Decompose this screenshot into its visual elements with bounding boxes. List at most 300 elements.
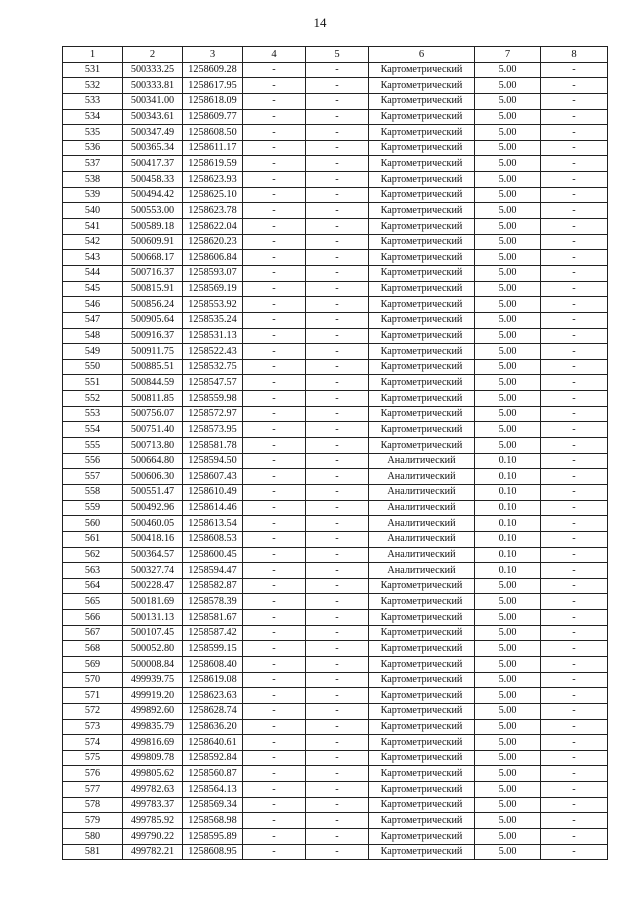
point-number-cell: 541 [63, 219, 123, 235]
col8-cell: - [541, 265, 608, 281]
col4-cell: - [243, 391, 306, 407]
x-coordinate-cell: 500911.75 [123, 344, 183, 360]
col4-cell: - [243, 766, 306, 782]
x-coordinate-cell: 499785.92 [123, 813, 183, 829]
col4-cell: - [243, 140, 306, 156]
col4-cell: - [243, 688, 306, 704]
point-number-cell: 550 [63, 359, 123, 375]
x-coordinate-cell: 499782.21 [123, 844, 183, 860]
accuracy-cell: 5.00 [475, 829, 541, 845]
point-number-cell: 552 [63, 391, 123, 407]
accuracy-cell: 0.10 [475, 484, 541, 500]
x-coordinate-cell: 500343.61 [123, 109, 183, 125]
method-cell: Аналитический [369, 484, 475, 500]
col8-cell: - [541, 219, 608, 235]
table-row [63, 829, 608, 845]
accuracy-cell: 5.00 [475, 265, 541, 281]
y-coordinate-cell: 1258593.07 [183, 265, 243, 281]
point-number-cell: 564 [63, 578, 123, 594]
page-number: 14 [313, 15, 327, 30]
col8-cell: - [541, 797, 608, 813]
table-row [63, 484, 608, 500]
x-coordinate-cell: 500008.84 [123, 656, 183, 672]
point-number-cell: 568 [63, 641, 123, 657]
point-number-cell: 553 [63, 406, 123, 422]
y-coordinate-cell: 1258594.47 [183, 563, 243, 579]
point-number-cell: 538 [63, 172, 123, 188]
table-row [63, 625, 608, 641]
col8-cell: - [541, 500, 608, 516]
col4-cell: - [243, 750, 306, 766]
col4-cell: - [243, 578, 306, 594]
col5-cell: - [306, 782, 369, 798]
method-cell: Картометрический [369, 438, 475, 454]
col4-cell: - [243, 672, 306, 688]
col5-cell: - [306, 766, 369, 782]
col4-cell: - [243, 531, 306, 547]
col8-cell: - [541, 391, 608, 407]
x-coordinate-cell: 500756.07 [123, 406, 183, 422]
method-cell: Аналитический [369, 500, 475, 516]
point-number-cell: 536 [63, 140, 123, 156]
col4-cell: - [243, 469, 306, 485]
table-row [63, 578, 608, 594]
table-row [63, 469, 608, 485]
y-coordinate-cell: 1258608.50 [183, 125, 243, 141]
accuracy-cell: 5.00 [475, 375, 541, 391]
col4-cell: - [243, 406, 306, 422]
table-row [63, 656, 608, 672]
method-cell: Картометрический [369, 375, 475, 391]
x-coordinate-cell: 500553.00 [123, 203, 183, 219]
col5-cell: - [306, 547, 369, 563]
col4-cell: - [243, 703, 306, 719]
table-row [63, 563, 608, 579]
method-cell: Картометрический [369, 422, 475, 438]
col4-cell: - [243, 250, 306, 266]
point-number-cell: 548 [63, 328, 123, 344]
col4-cell: - [243, 328, 306, 344]
col8-cell: - [541, 469, 608, 485]
table-row [63, 140, 608, 156]
col8-cell: - [541, 62, 608, 78]
y-coordinate-cell: 1258535.24 [183, 312, 243, 328]
col4-cell: - [243, 625, 306, 641]
y-coordinate-cell: 1258532.75 [183, 359, 243, 375]
y-coordinate-cell: 1258559.98 [183, 391, 243, 407]
x-coordinate-cell: 500460.05 [123, 516, 183, 532]
method-cell: Картометрический [369, 844, 475, 860]
method-cell: Картометрический [369, 78, 475, 94]
header-cell: 2 [123, 47, 183, 63]
table-row [63, 250, 608, 266]
accuracy-cell: 5.00 [475, 140, 541, 156]
col8-cell: - [541, 359, 608, 375]
point-number-cell: 577 [63, 782, 123, 798]
accuracy-cell: 5.00 [475, 719, 541, 735]
y-coordinate-cell: 1258592.84 [183, 750, 243, 766]
x-coordinate-cell: 499939.75 [123, 672, 183, 688]
point-number-cell: 560 [63, 516, 123, 532]
point-number-cell: 567 [63, 625, 123, 641]
method-cell: Картометрический [369, 203, 475, 219]
accuracy-cell: 5.00 [475, 844, 541, 860]
col8-cell: - [541, 156, 608, 172]
method-cell: Картометрический [369, 641, 475, 657]
y-coordinate-cell: 1258553.92 [183, 297, 243, 313]
table-row [63, 203, 608, 219]
col8-cell: - [541, 187, 608, 203]
accuracy-cell: 5.00 [475, 656, 541, 672]
point-number-cell: 549 [63, 344, 123, 360]
col4-cell: - [243, 109, 306, 125]
accuracy-cell: 5.00 [475, 125, 541, 141]
y-coordinate-cell: 1258607.43 [183, 469, 243, 485]
x-coordinate-cell: 499835.79 [123, 719, 183, 735]
col4-cell: - [243, 78, 306, 94]
col5-cell: - [306, 93, 369, 109]
accuracy-cell: 5.00 [475, 391, 541, 407]
accuracy-cell: 5.00 [475, 156, 541, 172]
point-number-cell: 534 [63, 109, 123, 125]
method-cell: Картометрический [369, 156, 475, 172]
method-cell: Картометрический [369, 578, 475, 594]
col5-cell: - [306, 281, 369, 297]
col5-cell: - [306, 500, 369, 516]
col8-cell: - [541, 610, 608, 626]
table-row [63, 797, 608, 813]
table-row [63, 750, 608, 766]
col5-cell: - [306, 265, 369, 281]
x-coordinate-cell: 500131.13 [123, 610, 183, 626]
col5-cell: - [306, 250, 369, 266]
accuracy-cell: 5.00 [475, 672, 541, 688]
col4-cell: - [243, 782, 306, 798]
table-row [63, 265, 608, 281]
accuracy-cell: 5.00 [475, 109, 541, 125]
accuracy-cell: 5.00 [475, 641, 541, 657]
method-cell: Картометрический [369, 672, 475, 688]
col5-cell: - [306, 829, 369, 845]
y-coordinate-cell: 1258572.97 [183, 406, 243, 422]
col8-cell: - [541, 406, 608, 422]
table-row [63, 93, 608, 109]
col5-cell: - [306, 391, 369, 407]
accuracy-cell: 5.00 [475, 610, 541, 626]
table-row [63, 109, 608, 125]
header-cell: 6 [369, 47, 475, 63]
accuracy-cell: 5.00 [475, 281, 541, 297]
col4-cell: - [243, 344, 306, 360]
table-row [63, 438, 608, 454]
table-row [63, 422, 608, 438]
table-row [63, 156, 608, 172]
point-number-cell: 555 [63, 438, 123, 454]
col5-cell: - [306, 406, 369, 422]
accuracy-cell: 0.10 [475, 531, 541, 547]
table-row [63, 328, 608, 344]
accuracy-cell: 0.10 [475, 547, 541, 563]
col4-cell: - [243, 594, 306, 610]
col4-cell: - [243, 359, 306, 375]
col5-cell: - [306, 203, 369, 219]
col5-cell: - [306, 484, 369, 500]
col5-cell: - [306, 375, 369, 391]
x-coordinate-cell: 500228.47 [123, 578, 183, 594]
col8-cell: - [541, 672, 608, 688]
table-row [63, 688, 608, 704]
col5-cell: - [306, 78, 369, 94]
accuracy-cell: 0.10 [475, 453, 541, 469]
col8-cell: - [541, 453, 608, 469]
col8-cell: - [541, 703, 608, 719]
accuracy-cell: 5.00 [475, 187, 541, 203]
accuracy-cell: 5.00 [475, 813, 541, 829]
y-coordinate-cell: 1258640.61 [183, 735, 243, 751]
col5-cell: - [306, 813, 369, 829]
col8-cell: - [541, 750, 608, 766]
col8-cell: - [541, 578, 608, 594]
col5-cell: - [306, 656, 369, 672]
table-row [63, 125, 608, 141]
x-coordinate-cell: 499919.20 [123, 688, 183, 704]
table-row [63, 703, 608, 719]
y-coordinate-cell: 1258582.87 [183, 578, 243, 594]
y-coordinate-cell: 1258623.78 [183, 203, 243, 219]
method-cell: Картометрический [369, 656, 475, 672]
col8-cell: - [541, 735, 608, 751]
accuracy-cell: 0.10 [475, 469, 541, 485]
method-cell: Картометрический [369, 750, 475, 766]
x-coordinate-cell: 500492.96 [123, 500, 183, 516]
y-coordinate-cell: 1258569.19 [183, 281, 243, 297]
method-cell: Аналитический [369, 453, 475, 469]
point-number-cell: 537 [63, 156, 123, 172]
col5-cell: - [306, 422, 369, 438]
table-row [63, 62, 608, 78]
accuracy-cell: 5.00 [475, 625, 541, 641]
point-number-cell: 576 [63, 766, 123, 782]
col8-cell: - [541, 641, 608, 657]
header-cell: 4 [243, 47, 306, 63]
accuracy-cell: 5.00 [475, 735, 541, 751]
col8-cell: - [541, 438, 608, 454]
col5-cell: - [306, 328, 369, 344]
y-coordinate-cell: 1258568.98 [183, 813, 243, 829]
y-coordinate-cell: 1258587.42 [183, 625, 243, 641]
y-coordinate-cell: 1258610.49 [183, 484, 243, 500]
accuracy-cell: 5.00 [475, 422, 541, 438]
accuracy-cell: 0.10 [475, 563, 541, 579]
x-coordinate-cell: 500716.37 [123, 265, 183, 281]
point-number-cell: 569 [63, 656, 123, 672]
accuracy-cell: 5.00 [475, 766, 541, 782]
point-number-cell: 546 [63, 297, 123, 313]
col8-cell: - [541, 93, 608, 109]
method-cell: Картометрический [369, 703, 475, 719]
y-coordinate-cell: 1258599.15 [183, 641, 243, 657]
col4-cell: - [243, 234, 306, 250]
point-number-cell: 573 [63, 719, 123, 735]
y-coordinate-cell: 1258611.17 [183, 140, 243, 156]
point-number-cell: 565 [63, 594, 123, 610]
method-cell: Картометрический [369, 610, 475, 626]
method-cell: Картометрический [369, 688, 475, 704]
method-cell: Картометрический [369, 625, 475, 641]
accuracy-cell: 5.00 [475, 782, 541, 798]
accuracy-cell: 5.00 [475, 797, 541, 813]
col4-cell: - [243, 797, 306, 813]
point-number-cell: 574 [63, 735, 123, 751]
x-coordinate-cell: 500916.37 [123, 328, 183, 344]
col8-cell: - [541, 547, 608, 563]
point-number-cell: 554 [63, 422, 123, 438]
point-number-cell: 579 [63, 813, 123, 829]
y-coordinate-cell: 1258569.34 [183, 797, 243, 813]
method-cell: Картометрический [369, 93, 475, 109]
x-coordinate-cell: 500664.80 [123, 453, 183, 469]
col5-cell: - [306, 688, 369, 704]
method-cell: Картометрический [369, 297, 475, 313]
point-number-cell: 562 [63, 547, 123, 563]
point-number-cell: 539 [63, 187, 123, 203]
col4-cell: - [243, 125, 306, 141]
point-number-cell: 570 [63, 672, 123, 688]
header-cell: 5 [306, 47, 369, 63]
col4-cell: - [243, 516, 306, 532]
col8-cell: - [541, 297, 608, 313]
col8-cell: - [541, 344, 608, 360]
y-coordinate-cell: 1258617.95 [183, 78, 243, 94]
y-coordinate-cell: 1258625.10 [183, 187, 243, 203]
point-number-cell: 571 [63, 688, 123, 704]
y-coordinate-cell: 1258606.84 [183, 250, 243, 266]
point-number-cell: 578 [63, 797, 123, 813]
x-coordinate-cell: 500365.34 [123, 140, 183, 156]
y-coordinate-cell: 1258613.54 [183, 516, 243, 532]
y-coordinate-cell: 1258578.39 [183, 594, 243, 610]
col4-cell: - [243, 297, 306, 313]
method-cell: Картометрический [369, 813, 475, 829]
col5-cell: - [306, 672, 369, 688]
x-coordinate-cell: 499809.78 [123, 750, 183, 766]
table-row [63, 782, 608, 798]
col8-cell: - [541, 328, 608, 344]
y-coordinate-cell: 1258618.09 [183, 93, 243, 109]
table-row [63, 281, 608, 297]
method-cell: Картометрический [369, 125, 475, 141]
col8-cell: - [541, 766, 608, 782]
x-coordinate-cell: 500107.45 [123, 625, 183, 641]
y-coordinate-cell: 1258581.67 [183, 610, 243, 626]
col8-cell: - [541, 375, 608, 391]
x-coordinate-cell: 500856.24 [123, 297, 183, 313]
point-number-cell: 543 [63, 250, 123, 266]
col5-cell: - [306, 219, 369, 235]
accuracy-cell: 5.00 [475, 344, 541, 360]
point-number-cell: 559 [63, 500, 123, 516]
x-coordinate-cell: 500589.18 [123, 219, 183, 235]
accuracy-cell: 5.00 [475, 438, 541, 454]
table-row [63, 547, 608, 563]
accuracy-cell: 5.00 [475, 578, 541, 594]
point-number-cell: 532 [63, 78, 123, 94]
y-coordinate-cell: 1258531.13 [183, 328, 243, 344]
col4-cell: - [243, 203, 306, 219]
point-number-cell: 551 [63, 375, 123, 391]
method-cell: Картометрический [369, 328, 475, 344]
y-coordinate-cell: 1258609.28 [183, 62, 243, 78]
point-number-cell: 572 [63, 703, 123, 719]
point-number-cell: 558 [63, 484, 123, 500]
col5-cell: - [306, 625, 369, 641]
point-number-cell: 556 [63, 453, 123, 469]
col8-cell: - [541, 782, 608, 798]
y-coordinate-cell: 1258619.59 [183, 156, 243, 172]
method-cell: Картометрический [369, 140, 475, 156]
header-cell: 1 [63, 47, 123, 63]
col5-cell: - [306, 469, 369, 485]
table-row [63, 375, 608, 391]
x-coordinate-cell: 500347.49 [123, 125, 183, 141]
col8-cell: - [541, 250, 608, 266]
col4-cell: - [243, 312, 306, 328]
method-cell: Картометрический [369, 250, 475, 266]
x-coordinate-cell: 500885.51 [123, 359, 183, 375]
x-coordinate-cell: 500844.59 [123, 375, 183, 391]
y-coordinate-cell: 1258636.20 [183, 719, 243, 735]
col4-cell: - [243, 438, 306, 454]
accuracy-cell: 5.00 [475, 78, 541, 94]
method-cell: Картометрический [369, 766, 475, 782]
col8-cell: - [541, 563, 608, 579]
accuracy-cell: 0.10 [475, 516, 541, 532]
header-cell: 8 [541, 47, 608, 63]
col5-cell: - [306, 438, 369, 454]
table-row [63, 844, 608, 860]
col8-cell: - [541, 234, 608, 250]
method-cell: Картометрический [369, 187, 475, 203]
x-coordinate-cell: 500052.80 [123, 641, 183, 657]
method-cell: Аналитический [369, 547, 475, 563]
table-row [63, 78, 608, 94]
coordinates-table [62, 46, 608, 860]
col4-cell: - [243, 422, 306, 438]
x-coordinate-cell: 500811.85 [123, 391, 183, 407]
method-cell: Аналитический [369, 516, 475, 532]
col4-cell: - [243, 265, 306, 281]
col5-cell: - [306, 844, 369, 860]
table-row [63, 641, 608, 657]
method-cell: Картометрический [369, 265, 475, 281]
x-coordinate-cell: 500751.40 [123, 422, 183, 438]
col4-cell: - [243, 719, 306, 735]
table-row [63, 453, 608, 469]
x-coordinate-cell: 500341.00 [123, 93, 183, 109]
col8-cell: - [541, 813, 608, 829]
col4-cell: - [243, 656, 306, 672]
x-coordinate-cell: 500181.69 [123, 594, 183, 610]
col5-cell: - [306, 719, 369, 735]
col8-cell: - [541, 484, 608, 500]
method-cell: Аналитический [369, 531, 475, 547]
accuracy-cell: 5.00 [475, 172, 541, 188]
method-cell: Картометрический [369, 172, 475, 188]
accuracy-cell: 5.00 [475, 219, 541, 235]
accuracy-cell: 5.00 [475, 203, 541, 219]
table-body [63, 62, 608, 860]
x-coordinate-cell: 499783.37 [123, 797, 183, 813]
